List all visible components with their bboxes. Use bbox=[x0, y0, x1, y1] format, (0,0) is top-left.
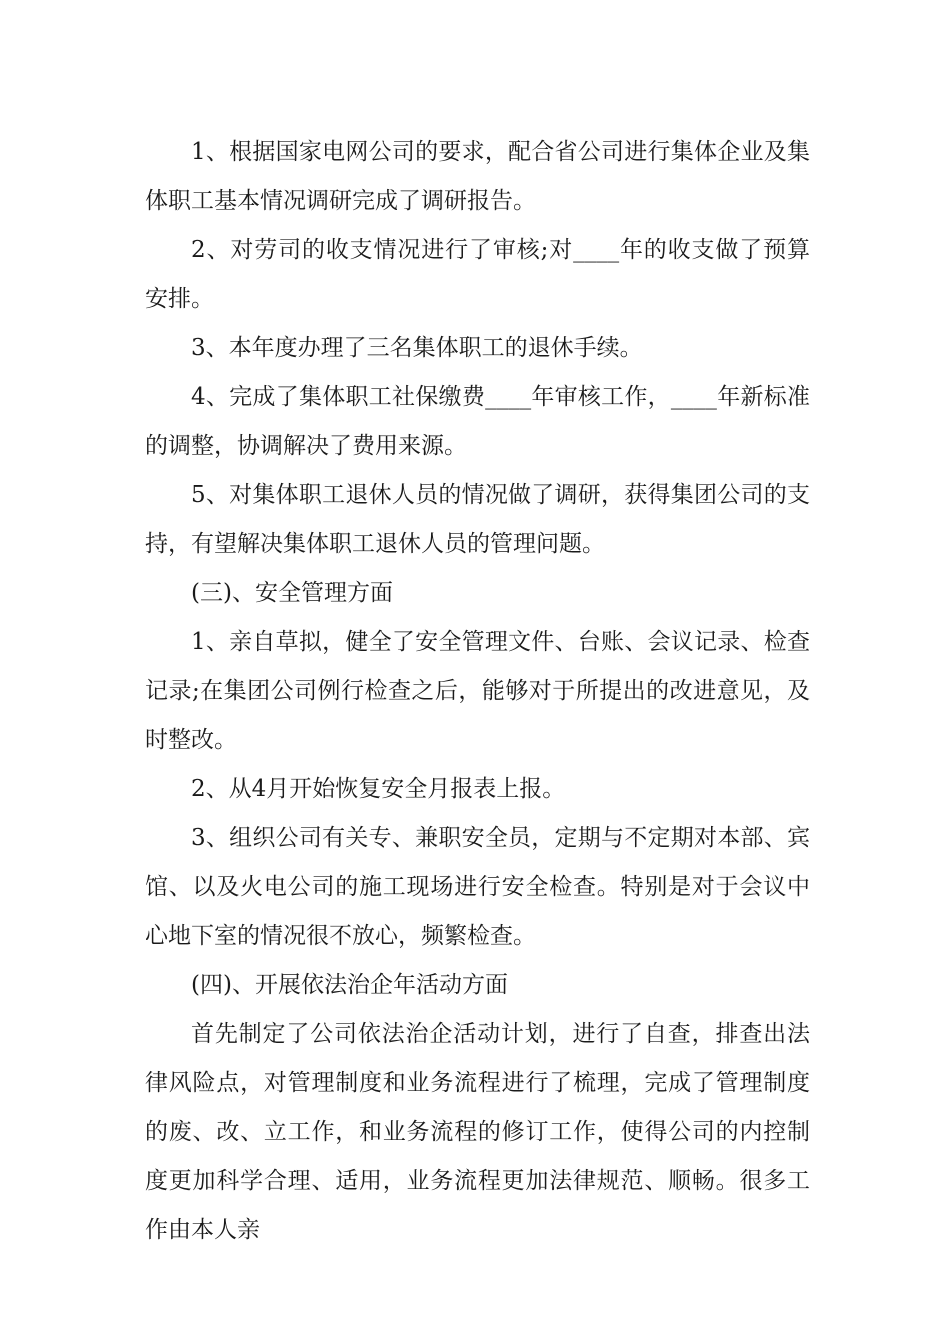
paragraph-item-1: 1、根据国家电网公司的要求，配合省公司进行集体企业及集体职工基本情况调研完成了调研报告。 bbox=[145, 139, 810, 214]
paragraph-safety-2: 2、从4月开始恢复安全月报表上报。 bbox=[191, 776, 566, 802]
paragraph-item-2: 2、对劳司的收支情况进行了审核;对____年的收支做了预算安排。 bbox=[145, 237, 810, 312]
section-heading-safety: (三)、安全管理方面 bbox=[191, 580, 393, 606]
paragraph-legal-1: 首先制定了公司依法治企活动计划，进行了自查，排查出法律风险点，对管理制度和业务流程进行了梳理，完成了管理制度的废、改、立工作，和业务流程的修订工作，使得公司的内控制度更加科学合理、适用，业务流程更加法律规范、顺畅。很多工作由本人亲 bbox=[145, 1021, 810, 1243]
document-body bbox=[145, 128, 810, 1255]
section-heading-legal: (四)、开展依法治企年活动方面 bbox=[191, 972, 508, 998]
paragraph-item-5: 5、对集体职工退休人员的情况做了调研，获得集团公司的支持，有望解决集体职工退休人员的管理问题。 bbox=[145, 482, 810, 557]
paragraph-item-4: 4、完成了集体职工社保缴费____年审核工作，____年新标准的调整，协调解决了费用来源。 bbox=[145, 384, 810, 459]
paragraph-item-3: 3、本年度办理了三名集体职工的退休手续。 bbox=[191, 335, 643, 361]
paragraph-safety-3: 3、组织公司有关专、兼职安全员，定期与不定期对本部、宾馆、以及火电公司的施工现场进行安全检查。特别是对于会议中心地下室的情况很不放心，频繁检查。 bbox=[145, 825, 810, 949]
paragraph-safety-1: 1、亲自草拟，健全了安全管理文件、台账、会议记录、检查记录;在集团公司例行检查之后，能够对于所提出的改进意见，及时整改。 bbox=[145, 629, 810, 753]
